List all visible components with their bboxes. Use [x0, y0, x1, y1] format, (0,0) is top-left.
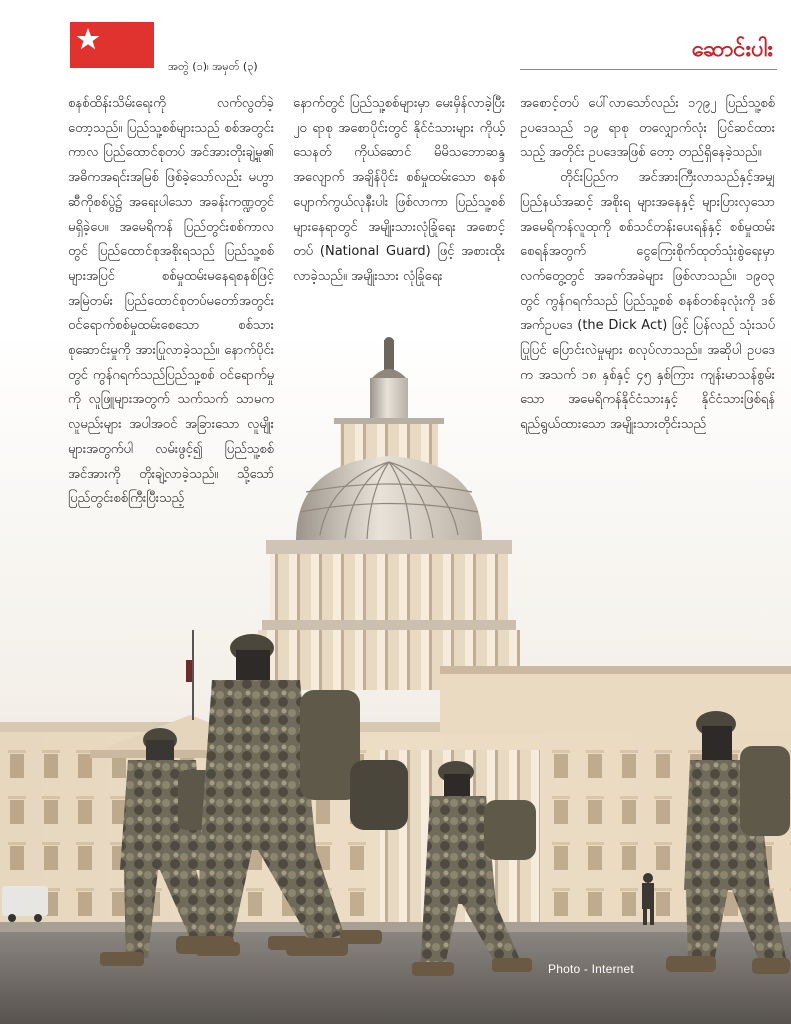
star-icon [75, 26, 101, 52]
masthead-divider [520, 69, 777, 70]
column-3-paragraph-2: တိုင်းပြည်က အင်အားကြီးလာသည်နှင့်အမျှ ပြည်နယ်အဆင့် အစိုးရ များအနေနှင့် များပြားလှသော အမေရိကန်လူထုကို စစ်သင်တန်းပေးရန်နှင့် စစ်မှုထမ်း စေရန်အတွက် ငွေကြေးစိုက်ထုတ်သုံးစွဲရေးမှာ လက်တွေ့တွင် အခက်အခဲများ ဖြစ်လာသည်။ ၁၉၀၃ တွင် ကွန်ဂရက်သည် ပြည်သူ့စစ် စနစ်တစ်ခုလုံးကို ဒစ်အက်ဥပဒေ (the Dick Act) ဖြင့် ပြန်လည် သုံးသပ်ပြုပြင် ပြောင်းလဲမှုများ စလုပ်လာသည်။ အဆိုပါ ဥပဒေက အသက် ၁၈ နှစ်နှင့် ၄၅ နှစ်ကြား ကျန်းမာသန်စွမ်းသော အမေရိကန်နိုင်ငံသားနှင့် နိုင်ငံသားဖြစ်ရန်ရည်ရွယ်ထားသော အမျိုးသားတိုင်းသည် [520, 170, 775, 433]
article-column-1 [68, 92, 274, 602]
section-masthead: ဆောင်းပါး [691, 37, 773, 62]
article-column-2 [293, 92, 505, 342]
column-3-paragraph-1: အစောင့်တပ် ပေါ်လာသော်လည်း ၁၇၉၂ ပြည်သူ့စစ်ဥပဒေသည် ၁၉ ရာစု တလျှောက်လုံး ပြင်ဆင်ထားသည့် အတိုင်း ဥပဒေအဖြစ် တော့ တည်ရှိနေခဲ့သည်။ [520, 96, 775, 161]
column-1-paragraph-1: စနစ်ထိန်းသိမ်းရေးကို လက်လွတ်ခဲ့တော့သည်။ ပြည်သူ့စစ်များသည် စစ်အတွင်းကာလ ပြည်ထောင်စုတပ် အင်အားတိုးချဲ့မှု၏ အဓိကအရင်းအမြစ် ဖြစ်ခဲ့သော်လည်း မဟ္ဗာဆီကိုစစ်ပွဲ၌ အရေးပါသော အခန်းကဏ္ဍတွင် မရှိခဲ့ပေ။ အမေရိကန် ပြည်တွင်းစစ်ကာလတွင် ပြည်ထောင်စုအစိုးရသည် ပြည်သူ့စစ်များအပြင် စစ်မှုထမ်းမနေရစနစ်ဖြင့် အမြဲတမ်း ပြည်ထောင်စုတပ်မတော်အတွင်း ဝင်ရောက်စစ်မှုထမ်းစေသော စစ်သားစုဆောင်းမှုကို အားပြုလာခဲ့သည်။ နောက်ပိုင်းတွင် ကွန်ဂရက်သည်ပြည်သူ့စစ် ဝင်ရောက်မှုကို လူဖြူများအတွက် သက်သက် သာမက လူမည်းများ အပါအဝင် အခြားသော လူမျိုးများအတွက်ပါ လမ်းဖွင့်၍ ပြည်သူ့စစ်အင်အားကို တိုးချဲ့လာခဲ့သည်။ သို့သော် ပြည်တွင်းစစ်ကြီးပြီးသည့် [68, 96, 274, 507]
flag-logo [70, 22, 154, 68]
column-2-paragraph-1: နောက်တွင် ပြည်သူ့စစ်များမှာ မေးမှိန်လာခဲ့ပြီး ၂၀ ရာစု အစောပိုင်းတွင် နိုင်ငံသားများ ကိုယ့်သေနတ် ကိုယ်ဆောင် မိမိသဘောဆန္ဒ အလျောက် အချိန်ပိုင်း စစ်မှုထမ်းသော စနစ် ပျောက်ကွယ်လုနီးပါး ဖြစ်လာကာ ပြည်သူ့စစ်များနေရာတွင် အမျိုးသားလုံခြုံရေး အစောင့်တပ် (National Guard) ဖြင့် အစားထိုးလာခဲ့သည်။ အမျိုးသား လုံခြုံရေး [293, 96, 505, 284]
article-column-3 [520, 92, 775, 632]
photo-credit: Photo - Internet [548, 962, 634, 976]
issue-line: အတွဲ (၁)၊ အမှတ် (၃) [168, 60, 258, 73]
